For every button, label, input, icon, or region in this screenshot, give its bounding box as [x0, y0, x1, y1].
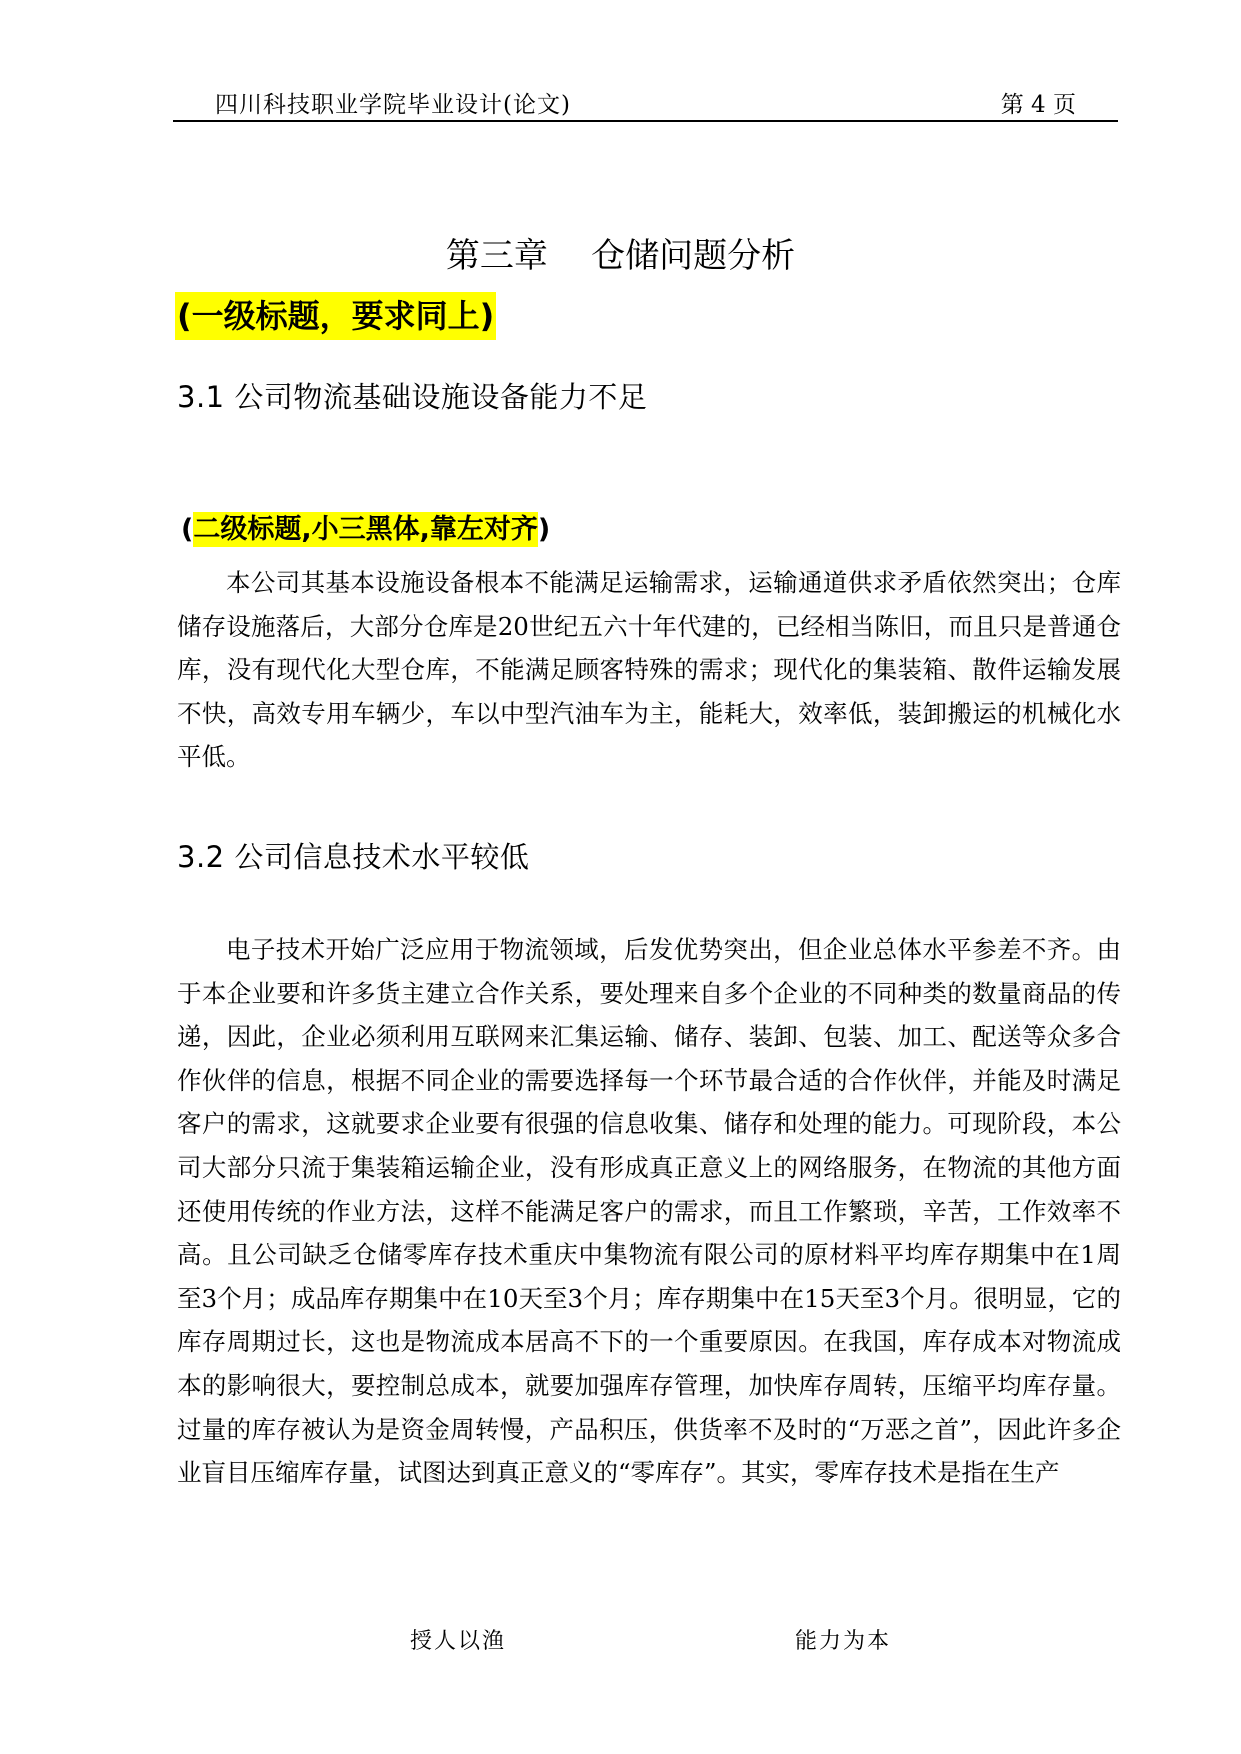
- level1-heading-note: (一级标题，要求同上): [175, 292, 496, 340]
- header-page-number: 第 4 页: [1000, 92, 1076, 118]
- footer-motto-left: 授人以渔: [410, 1629, 507, 1654]
- footer-motto-right: 能力为本: [795, 1629, 892, 1654]
- section-heading-3-2: 3.2 公司信息技术水平较低: [177, 840, 530, 874]
- header-thesis-title: 四川科技职业学院毕业设计(论文): [215, 92, 571, 118]
- section-3-2-paragraph: 电子技术开始广泛应用于物流领域，后发优势突出，但企业总体水平参差不齐。由于本企业要和许多货主建立合作关系，要处理来自多个企业的不同种类的数量商品的传递，因此，企业必须利用互联网来汇集运输、储存、装卸、包装、加工、配送等众多合作伙伴的信息，根据不同企业的需要选择每一个环节最合适的合作伙伴，并能及时满足客户的需求，这就要求企业要有很强的信息收集、储存和处理的能力。可现阶段，本公司大部分只流于集装箱运输企业，没有形成真正意义上的网络服务，在物流的其他方面还使用传统的作业方法，这样不能满足客户的需求，而且工作繁琐，辛苦，工作效率不高。且公司缺乏仓储零库存技术重庆中集物流有限公司的原材料平均库存期集中在1周至3个月；成品库存期集中在10天至3个月；库存期集中在15天至3个月。很明显，它的库存周期过长，这也是物流成本居高不下的一个重要原因。在我国，库存成本对物流成本的影响很大，要控制总成本，就要加强库存管理，加快库存周转，压缩平均库存量。过量的库存被认为是资金周转慢，产品积压，供货率不及时的“万恶之首”，因此许多企业盲目压缩库存量，试图达到真正意义的“零库存”。其实，零库存技术是指在生产: [177, 935, 1121, 1488]
- chapter-title: 第三章 仓储问题分析: [445, 236, 796, 276]
- section-3-1-paragraph: 本公司其基本设施设备根本不能满足运输需求，运输通道供求矛盾依然突出；仓库储存设施落后，大部分仓库是20世纪五六十年代建的，已经相当陈旧，而且只是普通仓库，没有现代化大型仓库，不能满足顾客特殊的需求；现代化的集装箱、散件运输发展不快，高效专用车辆少，车以中型汽油车为主，能耗大，效率低，装卸搬运的机械化水平低。: [177, 568, 1121, 772]
- level2-heading-note: [181, 510, 550, 550]
- note-open-paren: (: [181, 514, 194, 545]
- section-heading-3-1: 3.1 公司物流基础设施设备能力不足: [177, 380, 648, 414]
- page-header: [173, 84, 1118, 122]
- note-highlighted-text: 二级标题,小三黑体,靠左对齐: [193, 514, 538, 545]
- note-close-paren: ): [537, 514, 551, 545]
